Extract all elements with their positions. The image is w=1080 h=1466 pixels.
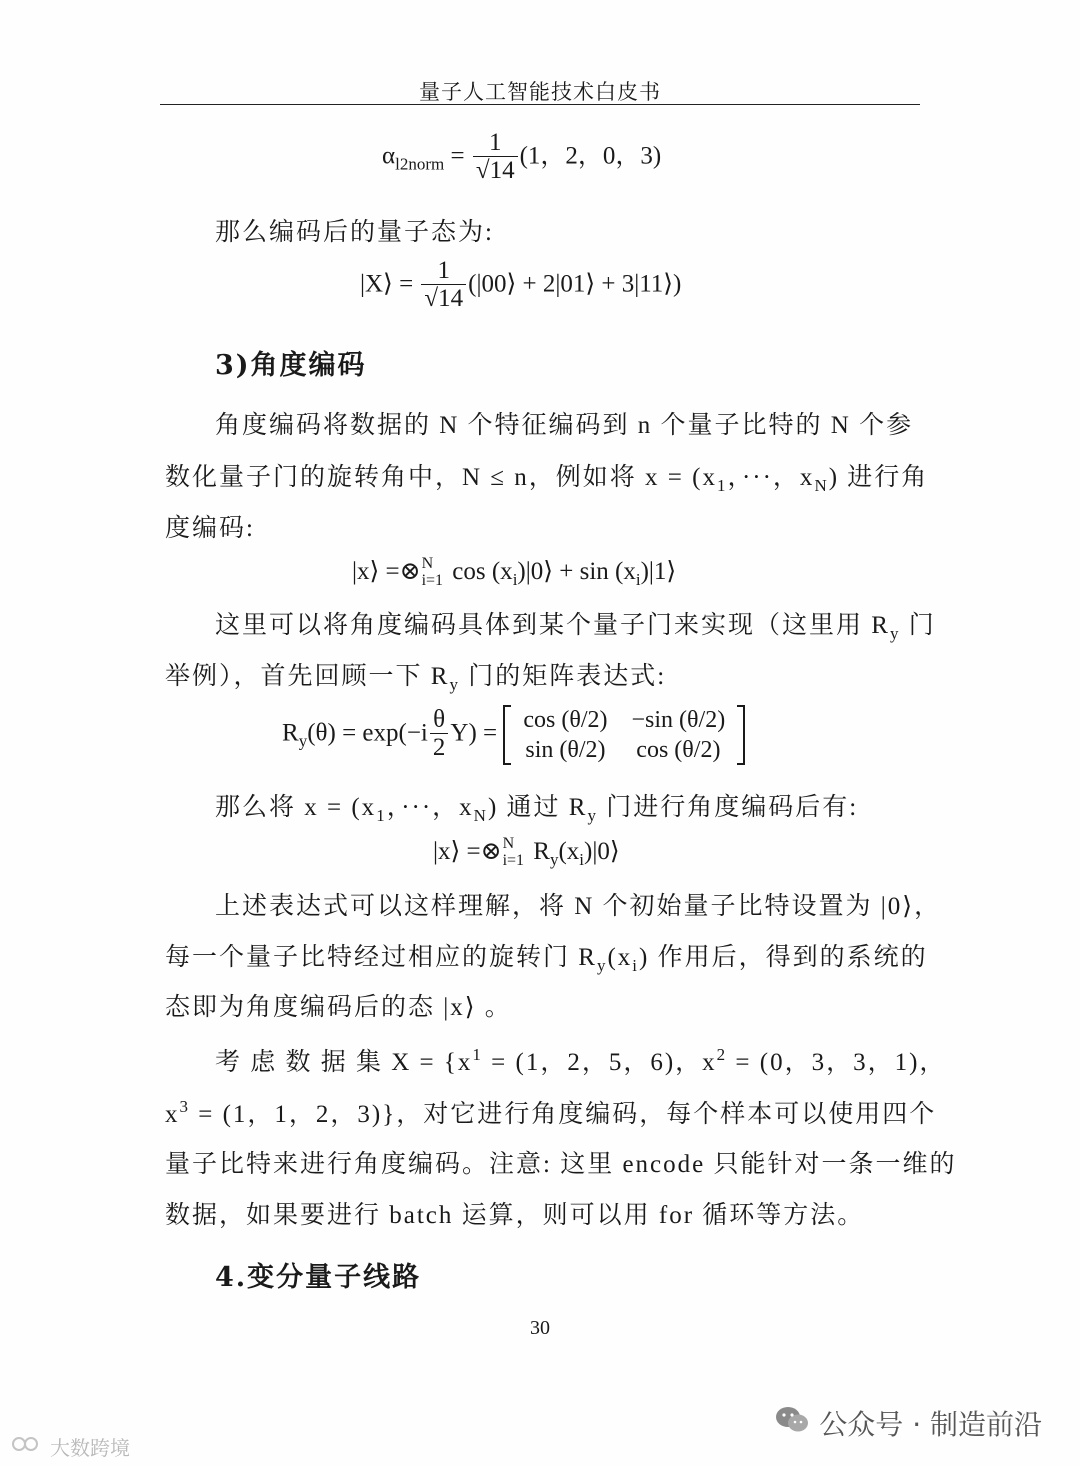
fraction-denominator — [421, 284, 466, 314]
superscript: 1 — [472, 1045, 483, 1064]
page-number: 30 — [530, 1317, 550, 1339]
fraction-denominator — [473, 156, 518, 186]
text-run: 门进行角度编码后有: — [597, 794, 859, 821]
fraction-numerator: 1 — [488, 129, 502, 156]
paragraph-line — [215, 605, 936, 644]
text-run: )|1⟩ — [640, 558, 677, 585]
text-run: 考 虑 数 据 集 X = {x — [215, 1049, 473, 1076]
rotation-matrix — [503, 705, 745, 765]
matrix-cell: sin (θ/2) — [525, 737, 606, 763]
subscript: i — [632, 956, 639, 975]
paragraph-line: 态即为角度编码后的态 |x⟩ 。 — [165, 994, 512, 1021]
paragraph-line — [165, 457, 928, 496]
paragraph-line: 量子比特来进行角度编码。注意: 这里 encode 只能针对一条一维的 — [165, 1151, 957, 1178]
text-run: ) 作用后，得到的系统的 — [639, 944, 928, 971]
subscript: y — [596, 956, 608, 975]
subscript: y — [549, 850, 559, 869]
subscript: i — [579, 850, 585, 869]
matrix-cell: cos (θ/2) — [523, 707, 608, 733]
paragraph-line — [215, 787, 858, 826]
superscript: 3 — [179, 1097, 190, 1116]
paragraph: 那么编码后的量子态为: — [215, 219, 494, 246]
paragraph-line — [165, 937, 928, 976]
section-heading-variational-circuit: 4.变分量子线路 — [215, 1262, 422, 1293]
fraction-numerator: 1 — [437, 257, 451, 284]
eq-equals: = — [444, 142, 471, 170]
text-run: )|0⟩ — [584, 838, 620, 865]
superscript: 2 — [716, 1045, 728, 1064]
watermark-corner — [10, 1432, 130, 1461]
fraction — [473, 130, 518, 186]
running-header: 量子人工智能技术白皮书 — [419, 80, 661, 104]
text-run: cos (x — [446, 558, 513, 585]
text-run: x — [165, 1101, 180, 1128]
subscript: y — [889, 624, 901, 643]
equation-angle-encoding — [352, 556, 676, 590]
paragraph-line: 度编码: — [165, 515, 255, 542]
fraction-numerator: θ — [433, 706, 446, 733]
subscript: i — [512, 570, 518, 589]
header-rule — [160, 104, 920, 105]
text-run: Y) = — [450, 719, 504, 747]
paragraph-line — [165, 1094, 936, 1130]
fraction — [421, 258, 466, 314]
subscript: 1 — [716, 476, 728, 495]
subscript: i — [635, 570, 641, 589]
text-run: 每一个量子比特经过相应的旋转门 R — [165, 944, 597, 971]
wechat-icon — [775, 1405, 809, 1442]
watermark-wechat — [775, 1403, 1042, 1443]
text-run: ，···，x — [727, 464, 815, 491]
brand-logo-icon — [10, 1433, 46, 1460]
eq-subscript: l2norm — [395, 154, 445, 174]
paragraph-line — [215, 1042, 946, 1078]
fraction-denominator: 2 — [430, 733, 449, 763]
superscript: N — [502, 835, 515, 853]
subscript: i=1 — [421, 572, 444, 590]
paragraph-line: 上述表达式可以这样理解，将 N 个初始量子比特设置为 |0⟩， — [215, 893, 942, 920]
text-run: 这里可以将角度编码具体到某个量子门来实现（这里用 R — [215, 612, 890, 639]
paragraph-line — [165, 656, 666, 695]
eq-lhs: |x⟩ =⊗ — [433, 838, 502, 865]
tensor-limits — [503, 836, 524, 870]
tensor-limits — [422, 556, 443, 590]
text-run: (x — [607, 944, 633, 971]
subscript: 1 — [376, 806, 387, 825]
text-run: 那么将 x = (x — [215, 794, 377, 821]
text-run: ) 进行角 — [828, 464, 929, 491]
text-run: )|0⟩ + sin (x — [517, 558, 636, 585]
text-run: = (1，2，5，6)，x — [482, 1049, 717, 1076]
text-run: R — [527, 838, 550, 865]
eq-vector: (1，2，0，3) — [519, 142, 662, 170]
text-run: 数化量子门的旋转角中，N ≤ n，例如将 x = (x — [165, 464, 717, 491]
subscript: i=1 — [502, 852, 525, 870]
text-run: = (0，3，3，1)， — [727, 1049, 947, 1076]
text-run: ，···，x — [386, 794, 474, 821]
text-run: 门 — [900, 612, 936, 639]
text-run: (θ) = exp(−i — [307, 719, 428, 747]
paragraph-line: 角度编码将数据的 N 个特征编码到 n 个量子比特的 N 个参 — [215, 412, 914, 439]
eq-symbol: R — [282, 719, 299, 747]
equation-l2norm — [382, 130, 661, 186]
eq-lhs: |X⟩ = — [360, 270, 420, 298]
fraction — [430, 707, 449, 763]
eq-rhs: (|00⟩ + 2|01⟩ + 3|11⟩) — [468, 270, 682, 298]
eq-lhs: |x⟩ =⊗ — [352, 558, 421, 585]
section-heading-angle-encoding: 3)角度编码 — [215, 350, 367, 381]
sqrt-radicand: 14 — [438, 285, 464, 313]
text-run: 门的矩阵表达式: — [459, 663, 667, 690]
watermark-text: 公众号 · 制造前沿 — [819, 1408, 1042, 1441]
sqrt-radicand: 14 — [489, 157, 515, 185]
subscript: y — [298, 731, 308, 751]
equation-ry-matrix — [282, 705, 745, 765]
text-run: = (1，1，2，3)}，对它进行角度编码，每个样本可以使用四个 — [190, 1101, 937, 1128]
equation-ry-encoding — [433, 836, 620, 870]
paragraph-line: 数据，如果要进行 batch 运算，则可以用 for 循环等方法。 — [165, 1202, 865, 1229]
eq-symbol: α — [382, 142, 396, 170]
superscript: N — [421, 555, 434, 573]
text-run: ) 通过 R — [487, 794, 588, 821]
matrix-cell: −sin (θ/2) — [631, 707, 726, 733]
sqrt-sign: √ — [424, 285, 439, 313]
sqrt-sign: √ — [475, 157, 490, 185]
subscript: N — [473, 806, 488, 825]
text-run: (x — [558, 838, 580, 865]
matrix-cell: cos (θ/2) — [636, 737, 721, 763]
subscript: N — [814, 476, 829, 495]
watermark-text: 大数跨境 — [50, 1436, 130, 1460]
equation-state-X — [360, 258, 681, 314]
text-run: 举例），首先回顾一下 R — [165, 663, 450, 690]
subscript: y — [587, 806, 598, 825]
subscript: y — [449, 675, 460, 694]
